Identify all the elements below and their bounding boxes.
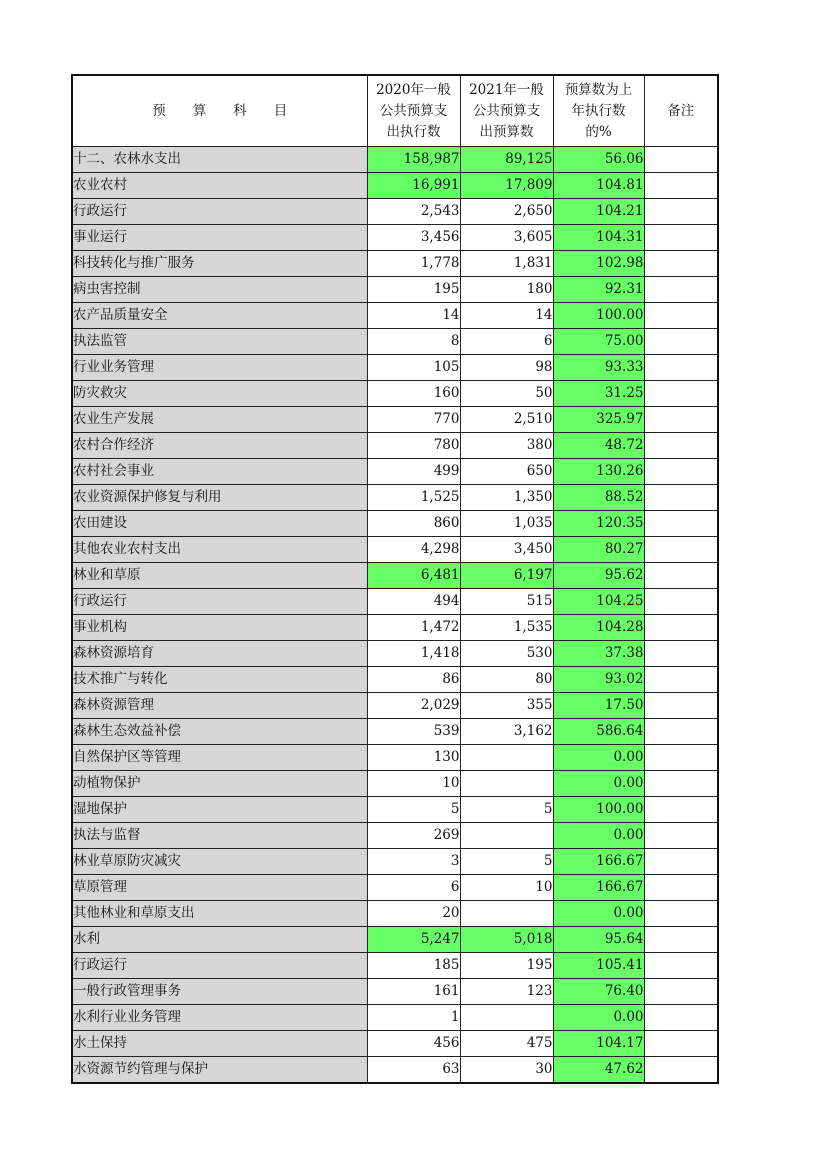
row-exec-2020: 6 — [367, 875, 460, 901]
row-budget-2021: 3,450 — [460, 537, 553, 563]
row-exec-2020: 780 — [367, 433, 460, 459]
row-subject: 水利 — [72, 927, 367, 953]
row-ratio: 48.72 — [553, 433, 644, 459]
row-budget-2021: 89,125 — [460, 147, 553, 173]
row-ratio: 130.26 — [553, 459, 644, 485]
row-exec-2020: 8 — [367, 329, 460, 355]
row-exec-2020: 860 — [367, 511, 460, 537]
row-ratio: 76.40 — [553, 979, 644, 1005]
table-row — [72, 875, 718, 901]
row-ratio: 104.25 — [553, 589, 644, 615]
row-exec-2020: 1,418 — [367, 641, 460, 667]
row-exec-2020: 1,525 — [367, 485, 460, 511]
row-subject: 病虫害控制 — [72, 277, 367, 303]
row-budget-2021 — [460, 1005, 553, 1031]
table-row — [72, 1057, 718, 1084]
row-ratio: 95.64 — [553, 927, 644, 953]
row-budget-2021: 1,535 — [460, 615, 553, 641]
row-exec-2020: 160 — [367, 381, 460, 407]
row-note — [644, 277, 718, 303]
row-ratio: 104.28 — [553, 615, 644, 641]
row-ratio: 92.31 — [553, 277, 644, 303]
row-note — [644, 199, 718, 225]
row-exec-2020: 5,247 — [367, 927, 460, 953]
row-note — [644, 173, 718, 199]
row-budget-2021: 530 — [460, 641, 553, 667]
row-note — [644, 485, 718, 511]
row-ratio: 325.97 — [553, 407, 644, 433]
row-subject: 其他林业和草原支出 — [72, 901, 367, 927]
row-note — [644, 615, 718, 641]
row-budget-2021: 380 — [460, 433, 553, 459]
row-note — [644, 225, 718, 251]
table-row — [72, 641, 718, 667]
row-exec-2020: 86 — [367, 667, 460, 693]
row-exec-2020: 130 — [367, 745, 460, 771]
row-note — [644, 641, 718, 667]
row-ratio: 104.31 — [553, 225, 644, 251]
table-row — [72, 433, 718, 459]
table-row — [72, 537, 718, 563]
row-exec-2020: 539 — [367, 719, 460, 745]
row-budget-2021: 10 — [460, 875, 553, 901]
row-exec-2020: 63 — [367, 1057, 460, 1084]
row-ratio: 586.64 — [553, 719, 644, 745]
row-subject: 技术推广与转化 — [72, 667, 367, 693]
row-note — [644, 719, 718, 745]
row-note — [644, 563, 718, 589]
row-note — [644, 381, 718, 407]
row-budget-2021 — [460, 771, 553, 797]
row-ratio: 47.62 — [553, 1057, 644, 1084]
row-budget-2021 — [460, 745, 553, 771]
row-budget-2021: 3,605 — [460, 225, 553, 251]
table-row — [72, 381, 718, 407]
row-ratio: 104.81 — [553, 173, 644, 199]
row-ratio: 80.27 — [553, 537, 644, 563]
row-budget-2021 — [460, 901, 553, 927]
row-note — [644, 901, 718, 927]
row-exec-2020: 456 — [367, 1031, 460, 1057]
row-note — [644, 303, 718, 329]
row-note — [644, 407, 718, 433]
row-exec-2020: 195 — [367, 277, 460, 303]
row-subject: 农业资源保护修复与利用 — [72, 485, 367, 511]
row-ratio: 37.38 — [553, 641, 644, 667]
row-note — [644, 927, 718, 953]
header-budget-2021-line1: 2021年一般 — [469, 81, 544, 98]
row-subject: 水资源节约管理与保护 — [72, 1057, 367, 1084]
row-note — [644, 771, 718, 797]
row-ratio: 93.02 — [553, 667, 644, 693]
header-ratio-line2: 年执行数 — [571, 102, 626, 119]
header-subject: 预 算 科 目 — [72, 75, 367, 147]
table-row — [72, 173, 718, 199]
row-note — [644, 511, 718, 537]
row-note — [644, 1005, 718, 1031]
row-budget-2021: 50 — [460, 381, 553, 407]
row-budget-2021: 1,831 — [460, 251, 553, 277]
table-row — [72, 199, 718, 225]
table-row — [72, 589, 718, 615]
row-budget-2021: 2,650 — [460, 199, 553, 225]
row-ratio: 0.00 — [553, 901, 644, 927]
row-exec-2020: 5 — [367, 797, 460, 823]
row-budget-2021: 6 — [460, 329, 553, 355]
row-exec-2020: 3,456 — [367, 225, 460, 251]
row-subject: 农村社会事业 — [72, 459, 367, 485]
row-subject: 森林生态效益补偿 — [72, 719, 367, 745]
table-row — [72, 979, 718, 1005]
table-row — [72, 355, 718, 381]
row-subject: 一般行政管理事务 — [72, 979, 367, 1005]
row-ratio: 17.50 — [553, 693, 644, 719]
row-note — [644, 875, 718, 901]
row-exec-2020: 185 — [367, 953, 460, 979]
table-row — [72, 927, 718, 953]
header-row — [72, 75, 718, 147]
row-budget-2021: 515 — [460, 589, 553, 615]
row-subject: 事业运行 — [72, 225, 367, 251]
row-ratio: 0.00 — [553, 823, 644, 849]
table-body — [72, 147, 718, 1084]
row-note — [644, 537, 718, 563]
row-subject: 农产品质量安全 — [72, 303, 367, 329]
row-exec-2020: 105 — [367, 355, 460, 381]
row-exec-2020: 6,481 — [367, 563, 460, 589]
table-header — [72, 75, 718, 147]
row-subject: 其他农业农村支出 — [72, 537, 367, 563]
table-row — [72, 667, 718, 693]
row-exec-2020: 3 — [367, 849, 460, 875]
row-ratio: 102.98 — [553, 251, 644, 277]
row-subject: 自然保护区等管理 — [72, 745, 367, 771]
row-subject: 科技转化与推广服务 — [72, 251, 367, 277]
row-note — [644, 1057, 718, 1084]
row-ratio: 166.67 — [553, 849, 644, 875]
row-ratio: 0.00 — [553, 771, 644, 797]
row-budget-2021: 3,162 — [460, 719, 553, 745]
row-subject: 行政运行 — [72, 953, 367, 979]
header-budget-2021-line3: 出预算数 — [479, 123, 534, 140]
row-budget-2021 — [460, 823, 553, 849]
header-exec-2020-line3: 出执行数 — [386, 123, 441, 140]
budget-table — [71, 74, 719, 1084]
row-ratio: 93.33 — [553, 355, 644, 381]
header-exec-2020-line2: 公共预算支 — [379, 102, 448, 119]
header-note: 备注 — [644, 75, 718, 147]
row-subject: 农田建设 — [72, 511, 367, 537]
table-row — [72, 303, 718, 329]
table-row — [72, 823, 718, 849]
row-budget-2021: 180 — [460, 277, 553, 303]
row-ratio: 120.35 — [553, 511, 644, 537]
row-subject: 草原管理 — [72, 875, 367, 901]
row-exec-2020: 10 — [367, 771, 460, 797]
row-budget-2021: 1,035 — [460, 511, 553, 537]
row-budget-2021: 355 — [460, 693, 553, 719]
row-ratio: 0.00 — [553, 745, 644, 771]
row-note — [644, 979, 718, 1005]
row-ratio: 56.06 — [553, 147, 644, 173]
row-ratio: 100.00 — [553, 303, 644, 329]
row-note — [644, 1031, 718, 1057]
row-budget-2021: 30 — [460, 1057, 553, 1084]
row-budget-2021: 2,510 — [460, 407, 553, 433]
row-exec-2020: 16,991 — [367, 173, 460, 199]
row-ratio: 100.00 — [553, 797, 644, 823]
table-row — [72, 511, 718, 537]
row-ratio: 0.00 — [553, 1005, 644, 1031]
row-note — [644, 823, 718, 849]
row-ratio: 166.67 — [553, 875, 644, 901]
row-exec-2020: 770 — [367, 407, 460, 433]
row-ratio: 75.00 — [553, 329, 644, 355]
row-exec-2020: 14 — [367, 303, 460, 329]
row-ratio: 31.25 — [553, 381, 644, 407]
row-ratio: 105.41 — [553, 953, 644, 979]
row-subject: 动植物保护 — [72, 771, 367, 797]
row-note — [644, 953, 718, 979]
row-budget-2021: 14 — [460, 303, 553, 329]
row-note — [644, 797, 718, 823]
row-subject: 林业和草原 — [72, 563, 367, 589]
row-note — [644, 589, 718, 615]
table-row — [72, 563, 718, 589]
row-budget-2021: 475 — [460, 1031, 553, 1057]
row-exec-2020: 161 — [367, 979, 460, 1005]
row-note — [644, 329, 718, 355]
table-row — [72, 251, 718, 277]
row-exec-2020: 2,543 — [367, 199, 460, 225]
table-row — [72, 719, 718, 745]
header-ratio — [553, 75, 644, 147]
row-subject: 事业机构 — [72, 615, 367, 641]
row-note — [644, 147, 718, 173]
row-exec-2020: 158,987 — [367, 147, 460, 173]
table-row — [72, 901, 718, 927]
row-subject: 执法监管 — [72, 329, 367, 355]
table-row — [72, 485, 718, 511]
row-ratio: 88.52 — [553, 485, 644, 511]
row-exec-2020: 1 — [367, 1005, 460, 1031]
row-exec-2020: 499 — [367, 459, 460, 485]
row-note — [644, 355, 718, 381]
table-row — [72, 147, 718, 173]
row-subject: 十二、农林水支出 — [72, 147, 367, 173]
table-row — [72, 693, 718, 719]
row-budget-2021: 5,018 — [460, 927, 553, 953]
row-subject: 农村合作经济 — [72, 433, 367, 459]
header-exec-2020-line1: 2020年一般 — [376, 81, 451, 98]
row-exec-2020: 20 — [367, 901, 460, 927]
row-budget-2021: 6,197 — [460, 563, 553, 589]
row-subject: 农业生产发展 — [72, 407, 367, 433]
row-budget-2021: 80 — [460, 667, 553, 693]
table-row — [72, 849, 718, 875]
table-row — [72, 277, 718, 303]
row-budget-2021: 5 — [460, 797, 553, 823]
header-budget-2021 — [460, 75, 553, 147]
row-subject: 执法与监督 — [72, 823, 367, 849]
row-subject: 行政运行 — [72, 199, 367, 225]
row-exec-2020: 2,029 — [367, 693, 460, 719]
header-ratio-line3: 的% — [585, 123, 612, 140]
row-exec-2020: 1,472 — [367, 615, 460, 641]
row-subject: 行业业务管理 — [72, 355, 367, 381]
row-subject: 森林资源管理 — [72, 693, 367, 719]
row-budget-2021: 195 — [460, 953, 553, 979]
table-row — [72, 797, 718, 823]
table-row — [72, 459, 718, 485]
row-budget-2021: 5 — [460, 849, 553, 875]
row-subject: 水利行业业务管理 — [72, 1005, 367, 1031]
row-note — [644, 459, 718, 485]
table-row — [72, 771, 718, 797]
header-budget-2021-line2: 公共预算支 — [472, 102, 541, 119]
row-note — [644, 251, 718, 277]
row-subject: 森林资源培育 — [72, 641, 367, 667]
row-note — [644, 667, 718, 693]
header-ratio-line1: 预算数为上 — [564, 81, 633, 98]
row-note — [644, 693, 718, 719]
header-exec-2020 — [367, 75, 460, 147]
row-budget-2021: 17,809 — [460, 173, 553, 199]
row-ratio: 104.21 — [553, 199, 644, 225]
row-exec-2020: 1,778 — [367, 251, 460, 277]
row-subject: 湿地保护 — [72, 797, 367, 823]
table-row — [72, 745, 718, 771]
row-budget-2021: 98 — [460, 355, 553, 381]
table-row — [72, 225, 718, 251]
row-subject: 防灾救灾 — [72, 381, 367, 407]
row-budget-2021: 650 — [460, 459, 553, 485]
row-exec-2020: 494 — [367, 589, 460, 615]
row-note — [644, 745, 718, 771]
row-note — [644, 433, 718, 459]
table-row — [72, 329, 718, 355]
row-budget-2021: 1,350 — [460, 485, 553, 511]
table-row — [72, 953, 718, 979]
table-row — [72, 615, 718, 641]
row-ratio: 104.17 — [553, 1031, 644, 1057]
row-ratio: 95.62 — [553, 563, 644, 589]
row-subject: 农业农村 — [72, 173, 367, 199]
row-exec-2020: 4,298 — [367, 537, 460, 563]
table-row — [72, 1005, 718, 1031]
table-row — [72, 407, 718, 433]
row-subject: 水土保持 — [72, 1031, 367, 1057]
row-subject: 行政运行 — [72, 589, 367, 615]
row-budget-2021: 123 — [460, 979, 553, 1005]
row-note — [644, 849, 718, 875]
row-subject: 林业草原防灾减灾 — [72, 849, 367, 875]
row-exec-2020: 269 — [367, 823, 460, 849]
table-row — [72, 1031, 718, 1057]
